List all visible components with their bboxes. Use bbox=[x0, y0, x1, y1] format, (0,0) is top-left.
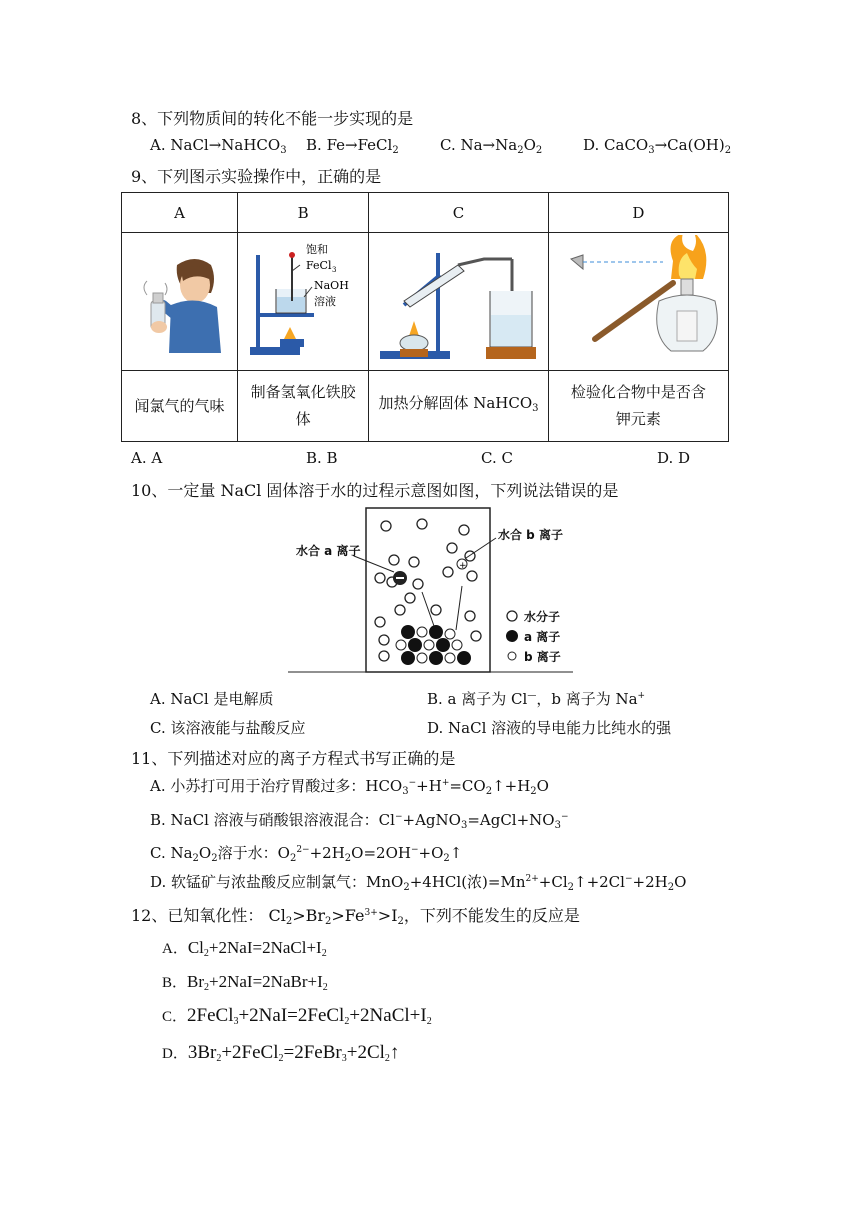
q9-answer-c: C. C bbox=[481, 449, 513, 467]
q8-option-a: A. NaCl→NaHCO$_3$ bbox=[150, 136, 287, 156]
svg-text:+: + bbox=[459, 561, 467, 571]
nacl-dissolution-diagram bbox=[288, 506, 573, 674]
q9-answer-a: A. A bbox=[131, 449, 163, 467]
q8-stem: 8、下列物质间的转化不能一步实现的是 bbox=[131, 109, 414, 128]
image-a-smell-chlorine bbox=[122, 233, 238, 371]
caption-a: 闻氯气的气味 bbox=[122, 371, 238, 442]
q8-option-c: C. $Na\to Na_2O_2$ bbox=[440, 136, 543, 156]
q12-option-a: A．$Cl_2+2NaI=2NaCl+I_2$ bbox=[162, 938, 327, 959]
svg-text:FeCl: FeCl bbox=[306, 258, 332, 272]
q11-option-b: B. NaCl 溶液与硝酸银溶液混合：$Cl^-+AgNO_3=AgCl+NO_3^-$ bbox=[150, 811, 569, 831]
svg-text:3: 3 bbox=[332, 265, 337, 274]
q11-option-d: D. 软锰矿与浓盐酸反应制氯气：MnO$_2$+4HCl(浓)$=Mn^{2+}+Cl_2↑+2Cl^-+2H_2O$ bbox=[150, 873, 687, 893]
q12-option-d: D．$3Br_2+2FeCl_2=2FeBr_3+2Cl_2↑$ bbox=[162, 1042, 400, 1064]
q9-stem: 9、下列图示实验操作中，正确的是 bbox=[131, 167, 382, 186]
q10-stem: 10、一定量 NaCl 固体溶于水的过程示意图如图，下列说法错误的是 bbox=[131, 481, 619, 500]
table-header-a: A bbox=[122, 193, 238, 233]
table-header-d: D bbox=[548, 193, 728, 233]
q11-stem: 11、下列描述对应的离子方程式书写正确的是 bbox=[131, 749, 456, 768]
table-header-b: B bbox=[238, 193, 369, 233]
q10-option-c: C. 该溶液能与盐酸反应 bbox=[150, 719, 306, 737]
legend-ion-a: a 离子 bbox=[524, 630, 561, 644]
table-header-c: C bbox=[369, 193, 548, 233]
legend-ion-b: b 离子 bbox=[524, 650, 561, 664]
image-b-ferric-hydroxide-colloid bbox=[238, 233, 369, 371]
caption-d: 检验化合物中是否含钾元素 bbox=[548, 371, 728, 442]
svg-text:溶液: 溶液 bbox=[314, 294, 337, 308]
image-d-flame-test bbox=[548, 233, 728, 371]
legend-water: 水分子 bbox=[524, 610, 561, 624]
experiment-table bbox=[121, 192, 729, 442]
q8-option-b: B. Fe→FeCl$_2$ bbox=[306, 136, 399, 156]
caption-b: 制备氢氧化铁胶体 bbox=[238, 371, 369, 442]
svg-text:NaOH: NaOH bbox=[314, 278, 349, 292]
q12-option-c: C．$2FeCl_3+2NaI=2FeCl_2+2NaCl+I_2$ bbox=[162, 1005, 432, 1027]
q12-stem: 12、已知氧化性： $Cl_2>Br_2>Fe^{3+}>I_2$，下列不能发生的反应是 bbox=[131, 906, 580, 927]
q9-answer-b: B. B bbox=[306, 449, 338, 467]
q9-answer-d: D. D bbox=[657, 449, 691, 467]
q11-option-c: C. $Na_2O_2$溶于水：$O_2^{2-}+2H_2O=2OH^-+O_2↑$ bbox=[150, 844, 463, 864]
caption-c: 加热分解固体 NaHCO$_3$ bbox=[369, 371, 548, 442]
q11-option-a: A. 小苏打可用于治疗胃酸过多：$HCO_3^-+H^+=CO_2↑+H_2O$ bbox=[150, 777, 549, 797]
q8-option-d: D. $CaCO_3\to Ca(OH)_2$ bbox=[583, 136, 732, 156]
svg-text:饱和: 饱和 bbox=[306, 242, 329, 256]
q10-option-a: A. NaCl 是电解质 bbox=[150, 690, 274, 708]
label-hydrated-b: 水合 b 离子 bbox=[498, 528, 563, 542]
q10-option-d: D. NaCl 溶液的导电能力比纯水的强 bbox=[427, 719, 672, 737]
q12-option-b: B．$Br_2+2NaI=2NaBr+I_2$ bbox=[162, 972, 328, 993]
q10-option-b: B. a 离子为 Cl—，b 离子为 Na+ bbox=[427, 690, 646, 708]
image-c-heating-nahco3 bbox=[369, 233, 548, 371]
label-hydrated-a: 水合 a 离子 bbox=[296, 544, 361, 558]
